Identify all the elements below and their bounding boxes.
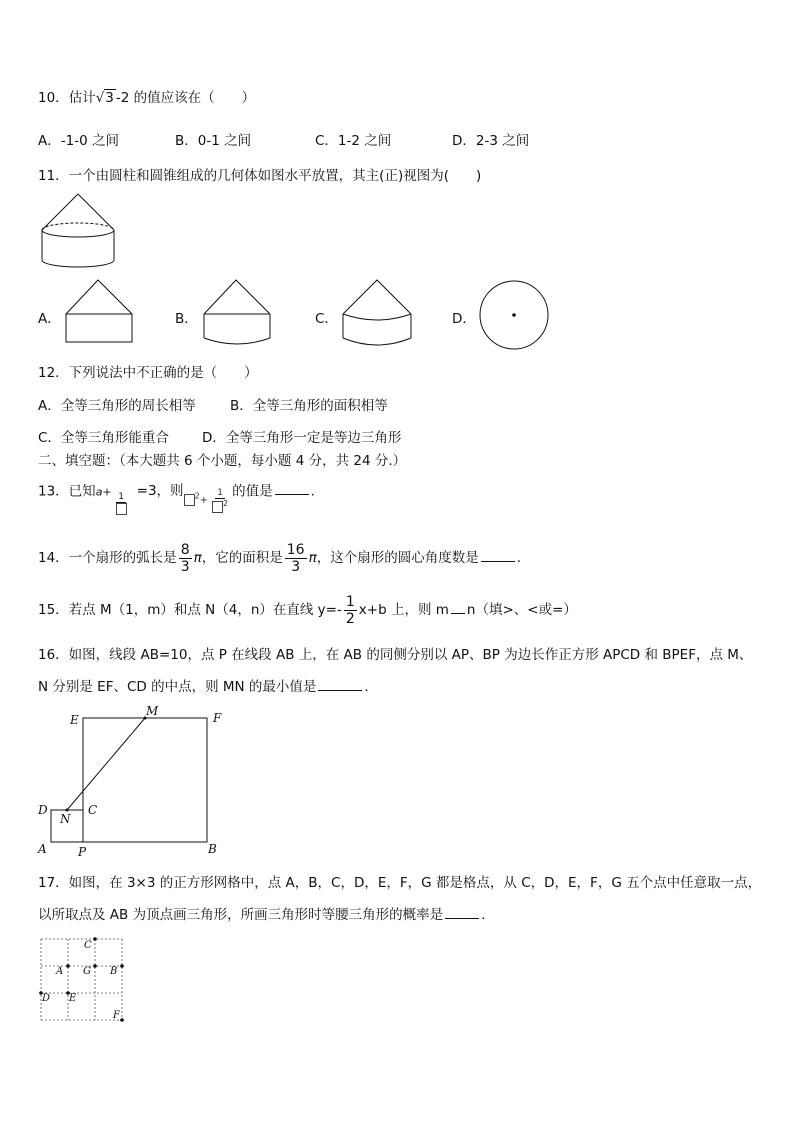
q10-sqrt: √3 (95, 90, 114, 106)
q14-mid: ，它的面积是 (201, 550, 283, 566)
q14-f2-den: 3 (291, 558, 301, 575)
q11-option-c-figure (341, 276, 415, 352)
label-p: P (78, 845, 87, 859)
question-16-line-1: 16．如图，线段 AB=10，点 P 在线段 AB 上，在 AB 的同侧分别以 AP、BP 为边长作正方形 APCD 和 BPEF，点 M、 (38, 647, 753, 663)
q14-pi-1: π (193, 550, 202, 566)
label-a: A (38, 842, 47, 856)
q17-answer-blank[interactable] (445, 904, 479, 919)
q17-line2-text: 以所取点及 AB 为顶点画三角形，所画三角形时等腰三角形的概率是 (38, 907, 444, 923)
q14-f1-den: 3 (180, 558, 190, 575)
label-b: B (110, 966, 118, 977)
q17-grid-figure (36, 934, 130, 1028)
q11-option-c-label: C． (315, 311, 338, 327)
q13-frac-num: 1 (118, 491, 125, 502)
question-11: 11．一个由圆柱和圆锥组成的几何体如图水平放置，其主(正)视图为( ) (38, 168, 482, 184)
point-f (120, 1018, 124, 1022)
section-2-header: 二、填空题：（本大题共 6 个小题，每小题 4 分，共 24 分.） (38, 453, 407, 469)
q12-option-d: D．全等三角形一定是等边三角形 (202, 430, 402, 446)
question-13 (38, 479, 315, 508)
label-d: D (38, 803, 48, 817)
q13-tail: 的值是 (232, 483, 273, 500)
q13-plus: + (199, 495, 209, 507)
q10-sqrt-value: 3 (105, 90, 114, 106)
q14-fraction-2 (285, 542, 307, 575)
q13-a-plus: a+ (95, 485, 112, 499)
q11-solid-figure (38, 192, 120, 272)
segment-mn (67, 718, 145, 810)
q15-tail: n（填>、<或=） (466, 602, 577, 618)
q15-fraction (344, 594, 357, 627)
question-16-line-2 (38, 676, 369, 697)
q14-answer-blank[interactable] (481, 547, 515, 562)
center-dot (512, 313, 516, 317)
q14-pi-2: π (308, 550, 317, 566)
q13-fraction-2: $\frac{1}{2}$ (210, 488, 230, 514)
label-b: B (208, 842, 217, 856)
q16-answer-blank[interactable] (318, 676, 362, 691)
q14-f1-num: 8 (180, 541, 190, 558)
question-15 (38, 592, 577, 628)
q11-option-d-label: D． (452, 311, 476, 327)
label-g: G (83, 966, 91, 977)
q11-option-a-label: A． (38, 311, 61, 327)
point-b (120, 964, 124, 968)
q15-f-den: 2 (345, 610, 355, 627)
q11-option-d-figure (478, 280, 550, 352)
q10-pre: 估计 (68, 90, 96, 106)
q10-post: -2 的值应该在（ ） (115, 90, 256, 106)
q15-answer-blank[interactable] (451, 599, 465, 614)
q16-end: . (364, 679, 369, 695)
q13-answer-blank[interactable] (275, 480, 309, 495)
label-f: F (113, 1010, 120, 1021)
point-g (93, 964, 97, 968)
q14-post: ，这个扇形的圆心角度数是 (316, 550, 479, 566)
q13-square: 2 (194, 492, 200, 501)
q10-option-d: D．2-3 之间 (452, 133, 530, 149)
q13-number: 13．已知 (38, 483, 96, 500)
q10-number: 10． (38, 90, 69, 106)
q14-pre: 14．一个扇形的弧长是 (38, 550, 177, 566)
question-17-line-1: 17．如图，在 3×3 的正方形网格中，点 A，B，C，D，E，F，G 都是格点，从 C，D，E，F，G 五个点中任意取一点， (38, 875, 762, 891)
q17-end: . (481, 907, 486, 923)
square-bpef (83, 718, 207, 842)
q11-option-b-figure (202, 276, 274, 348)
q12-option-a: A．全等三角形的周长相等 (38, 398, 196, 414)
q10-option-a: A．-1-0 之间 (38, 133, 119, 149)
label-m: M (146, 704, 159, 718)
q13-eq: =3，则 (136, 483, 184, 500)
q13-fraction (114, 492, 129, 515)
question-17-line-2 (38, 904, 485, 925)
q12-option-b: B．全等三角形的面积相等 (230, 398, 388, 414)
q11-option-b-label: B． (175, 311, 198, 327)
label-f: F (213, 711, 222, 725)
question-12: 12．下列说法中不正确的是（ ） (38, 365, 258, 381)
q16-line2-text: N 分别是 EF、CD 的中点，则 MN 的最小值是 (38, 679, 317, 695)
q13-end: . (310, 483, 315, 500)
q12-option-c: C．全等三角形能重合 (38, 430, 169, 446)
q14-fraction-1 (179, 542, 192, 575)
q10-option-c: C．1-2 之间 (315, 133, 392, 149)
point-c (93, 937, 97, 941)
label-c: C (84, 940, 92, 951)
question-10 (38, 88, 255, 108)
label-e: E (70, 713, 79, 727)
label-n: N (60, 812, 71, 826)
q15-post: x+b 上，则 m (358, 602, 449, 618)
q15-pre: 15．若点 M（1，m）和点 N（4，n）在直线 y=- (38, 602, 342, 618)
q14-end: . (516, 550, 522, 566)
q16-figure (30, 700, 230, 860)
label-c: C (88, 803, 98, 817)
q15-f-num: 1 (345, 593, 355, 610)
q11-option-a-figure (64, 276, 136, 346)
q10-option-b: B．0-1 之间 (175, 133, 252, 149)
label-a: A (56, 966, 64, 977)
q14-f2-num: 16 (286, 541, 305, 558)
label-d: D (42, 993, 51, 1004)
question-14 (38, 540, 521, 576)
point-a (66, 964, 70, 968)
q13-expr (184, 487, 233, 508)
q13-frac-den (114, 503, 129, 515)
label-e: E (69, 993, 77, 1004)
